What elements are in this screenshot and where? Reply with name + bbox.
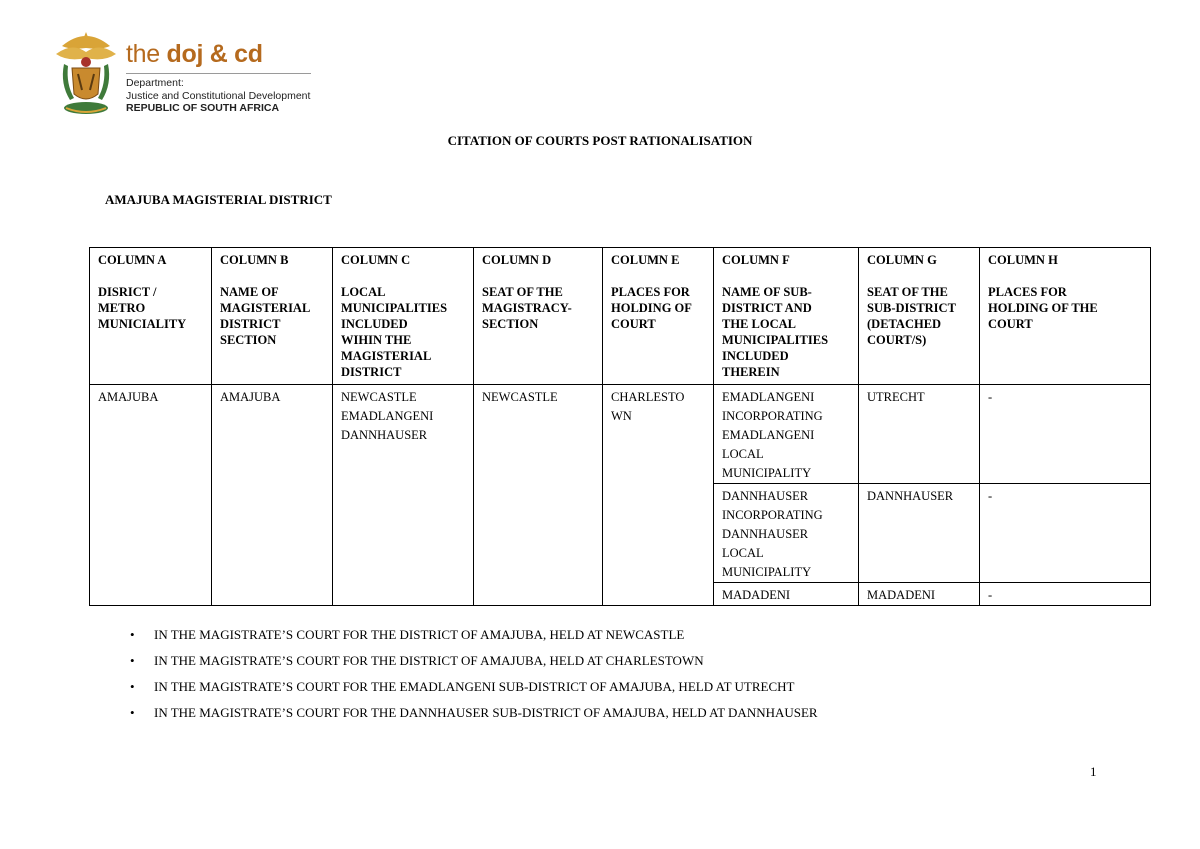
page-number: 1: [1090, 764, 1097, 779]
cell-district-section: AMAJUBA: [212, 385, 333, 606]
department-logo: [52, 28, 317, 120]
cell-sub-district-places: -: [980, 583, 1151, 606]
column-heading: PLACES FOR HOLDING OF THE COURT: [988, 285, 1098, 331]
header-column-g: [859, 248, 980, 385]
bullet-icon: •: [130, 653, 135, 668]
column-heading: NAME OF MAGISTERIAL DISTRICT SECTION: [220, 285, 311, 347]
header-column-d: [474, 248, 603, 385]
courts-table: [89, 247, 1151, 606]
cell-sub-district-name: MADADENI: [714, 583, 859, 606]
column-label: COLUMN A: [98, 253, 167, 267]
bullet-icon: •: [130, 627, 135, 642]
citation-list: [130, 626, 818, 730]
department-text: [126, 77, 310, 115]
column-label: COLUMN B: [220, 253, 289, 267]
citation-text: IN THE MAGISTRATE’S COURT FOR THE DISTRICT OF AMAJUBA, HELD AT NEWCASTLE: [154, 627, 685, 642]
cell-sub-district-name: DANNHAUSER INCORPORATING DANNHAUSER LOCAL MUNICIPALITY: [714, 484, 859, 583]
column-label: COLUMN E: [611, 253, 680, 267]
column-label: COLUMN G: [867, 253, 937, 267]
column-label: COLUMN D: [482, 253, 552, 267]
citation-text: IN THE MAGISTRATE’S COURT FOR THE EMADLANGENI SUB-DISTRICT OF AMAJUBA, HELD AT UTRECHT: [154, 679, 795, 694]
brand-name: doj & cd: [166, 40, 263, 68]
column-heading: SEAT OF THE SUB-DISTRICT (DETACHED COURT/S): [867, 285, 956, 347]
column-heading: LOCAL MUNICIPALITIES INCLUDED WIHIN THE MAGISTERIAL DISTRICT: [341, 285, 448, 379]
header-column-c: [333, 248, 474, 385]
brand-wordmark: [126, 42, 263, 67]
cell-sub-district-seat: MADADENI: [859, 583, 980, 606]
column-heading: PLACES FOR HOLDING OF COURT: [611, 285, 692, 331]
dept-line-3: REPUBLIC OF SOUTH AFRICA: [126, 102, 280, 114]
brand-divider: [126, 73, 311, 74]
column-heading: DISRICT / METRO MUNICIALITY: [98, 285, 187, 331]
header-column-b: [212, 248, 333, 385]
column-heading: SEAT OF THE MAGISTRACY- SECTION: [482, 285, 572, 331]
brand-prefix: the: [126, 40, 167, 68]
cell-sub-district-name: EMADLANGENI INCORPORATING EMADLANGENI LOCAL MUNICIPALITY: [714, 385, 859, 484]
table-header-row: [90, 248, 1151, 385]
header-column-a: [90, 248, 212, 385]
column-heading: NAME OF SUB- DISTRICT AND THE LOCAL MUNICIPALITIES INCLUDED THEREIN: [722, 285, 829, 379]
coat-of-arms-icon: [52, 28, 120, 118]
cell-places: CHARLESTO WN: [603, 385, 714, 606]
bullet-icon: •: [130, 679, 135, 694]
header-column-f: [714, 248, 859, 385]
dept-line-2: Justice and Constitutional Development: [126, 89, 311, 102]
header-column-h: [980, 248, 1151, 385]
cell-district: AMAJUBA: [90, 385, 212, 606]
citation-text: IN THE MAGISTRATE’S COURT FOR THE DANNHAUSER SUB-DISTRICT OF AMAJUBA, HELD AT DANNHAUSER: [154, 705, 818, 720]
cell-seat: NEWCASTLE: [474, 385, 603, 606]
district-heading: AMAJUBA MAGISTERIAL DISTRICT: [105, 192, 332, 207]
list-item: [130, 678, 818, 704]
document-title: CITATION OF COURTS POST RATIONALISATION: [447, 133, 753, 148]
column-label: COLUMN H: [988, 253, 1058, 267]
list-item: [130, 652, 818, 678]
citation-text: IN THE MAGISTRATE’S COURT FOR THE DISTRICT OF AMAJUBA, HELD AT CHARLESTOWN: [154, 653, 704, 668]
cell-sub-district-seat: UTRECHT: [859, 385, 980, 484]
cell-sub-district-places: -: [980, 484, 1151, 583]
cell-sub-district-seat: DANNHAUSER: [859, 484, 980, 583]
table-row: [90, 385, 1151, 484]
column-label: COLUMN F: [722, 253, 790, 267]
dept-line-1: Department:: [126, 77, 184, 89]
header-column-e: [603, 248, 714, 385]
column-label: COLUMN C: [341, 253, 411, 267]
cell-local-municipalities: NEWCASTLE EMADLANGENI DANNHAUSER: [333, 385, 474, 606]
bullet-icon: •: [130, 705, 135, 720]
cell-sub-district-places: -: [980, 385, 1151, 484]
list-item: [130, 704, 818, 730]
list-item: [130, 626, 818, 652]
